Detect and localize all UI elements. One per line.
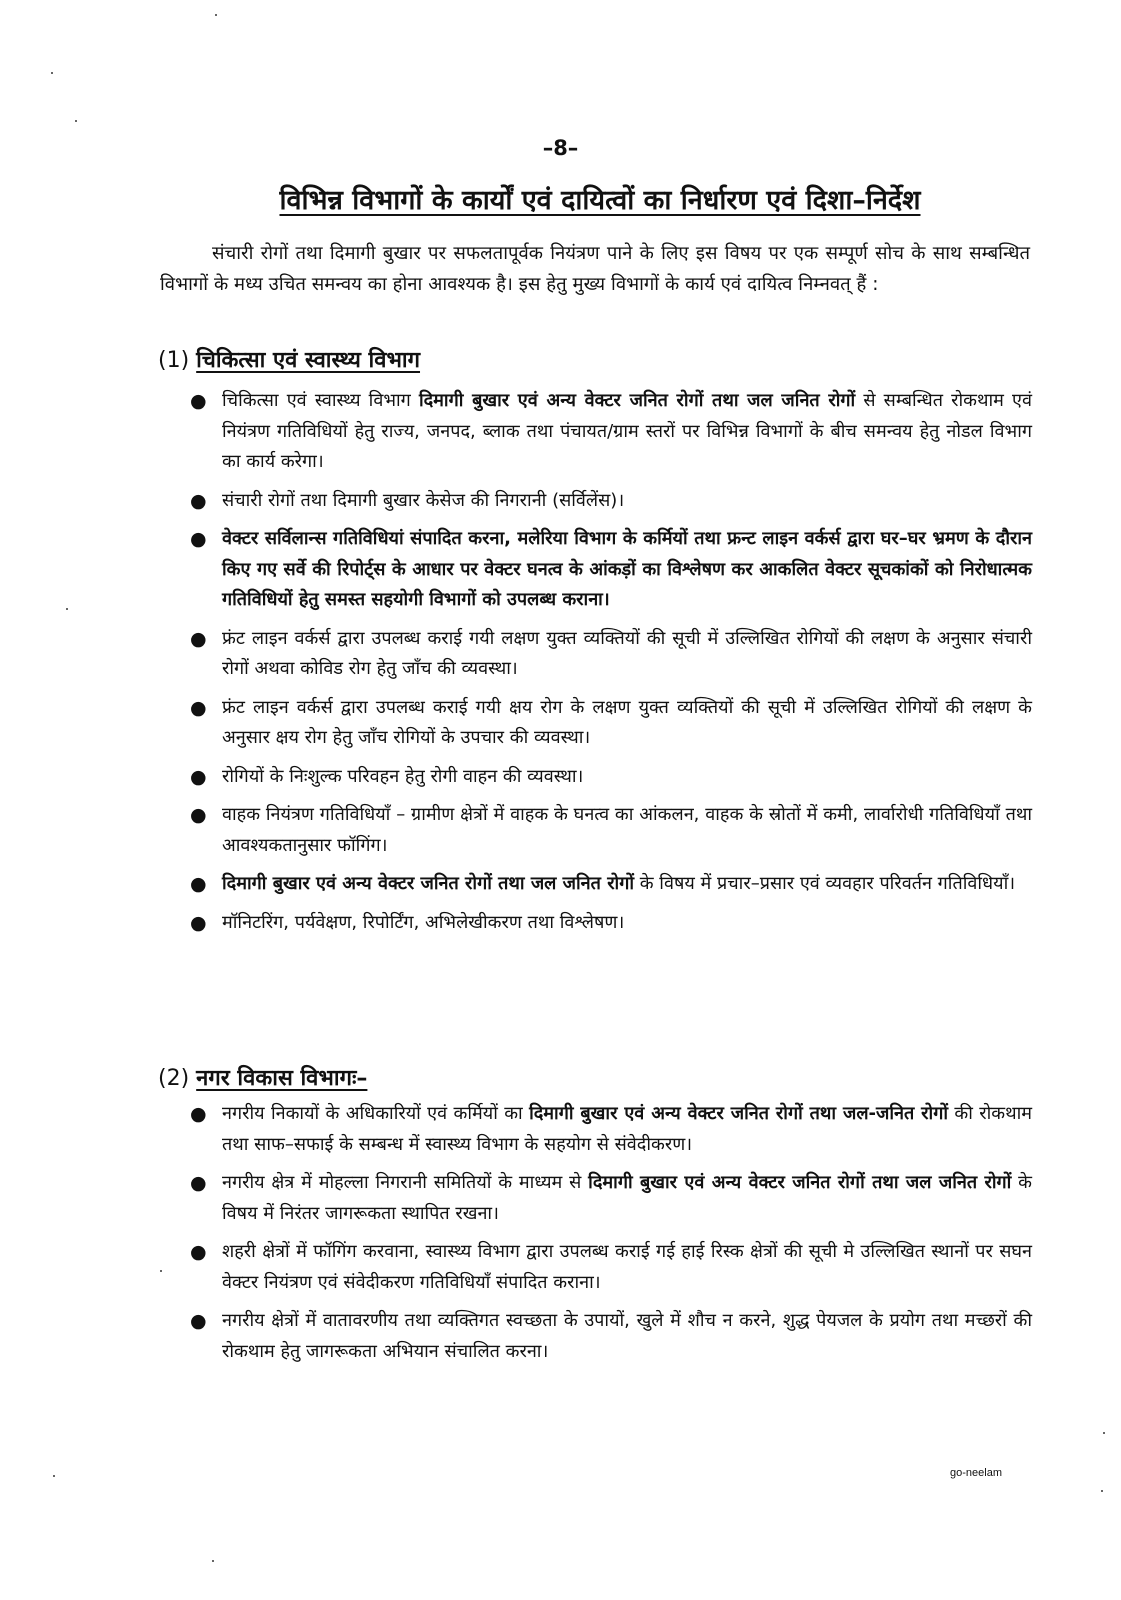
list-item — [190, 386, 1032, 478]
scan-speck — [160, 1270, 162, 1272]
list-item — [190, 1306, 1032, 1367]
scan-speck — [1103, 1432, 1105, 1434]
intro-paragraph: संचारी रोगों तथा दिमागी बुखार पर सफलतापूर्वक नियंत्रण पाने के लिए इस विषय पर एक सम्पूर्ण सोच के साथ सम्बन्धित विभागों के मध्य उचित समन्वय का होना आवश्यक है। इस हेतु मुख्य विभागों के कार्य एवं दायित्व निम्नवत् हैं : — [160, 243, 1030, 295]
scan-speck — [53, 1475, 55, 1477]
page-number: –8– — [542, 136, 579, 160]
bullet-icon: ● — [190, 1310, 207, 1332]
list-item — [190, 1237, 1032, 1298]
scan-speck — [75, 120, 77, 122]
footer-tag: go-neelam — [950, 1467, 1002, 1479]
list-item — [190, 908, 1032, 939]
list-item — [190, 1099, 1032, 1160]
urban-dept-duties-list — [190, 1099, 1032, 1375]
scan-speck — [66, 608, 68, 610]
section-number: (2) — [158, 1066, 190, 1091]
scan-speck — [51, 72, 53, 74]
section-heading-health — [158, 344, 420, 374]
item-bold-text: दिमागी बुखार एवं अन्य वेक्टर जनित रोगों तथा जल जनित रोगों — [588, 1172, 1012, 1193]
list-item — [190, 762, 1032, 793]
list-item — [190, 486, 1032, 517]
list-item — [190, 524, 1032, 616]
item-text: मॉनिटरिंग, पर्यवेक्षण, रिपोर्टिंग, अभिलेखीकरण तथा विश्लेषण। — [222, 911, 625, 933]
section-heading-urban-development — [158, 1062, 367, 1092]
item-text: के विषय में प्रचार–प्रसार एवं व्यवहार परिवर्तन गतिविधियाँ। — [634, 873, 1016, 894]
item-text: नगरीय क्षेत्र में मोहल्ला निगरानी समितियों के माध्यम से — [222, 1172, 589, 1193]
item-bold-text: दिमागी बुखार एवं अन्य वेक्टर जनित रोगों तथा जल जनित रोगों — [222, 873, 635, 894]
item-text: रोगियों के निःशुल्क परिवहन हेतु रोगी वाहन की व्यवस्था। — [222, 765, 584, 787]
scan-speck — [215, 14, 217, 16]
scan-speck — [1101, 1490, 1103, 1492]
bullet-icon: ● — [190, 390, 207, 412]
bullet-icon: ● — [190, 765, 207, 788]
item-text: चिकित्सा एवं स्वास्थ्य विभाग — [222, 390, 419, 411]
health-dept-duties-list — [190, 386, 1032, 946]
bullet-icon: ● — [190, 627, 207, 650]
item-text: शहरी क्षेत्रों में फॉगिंग करवाना, स्वास्थ्य विभाग द्वारा उपलब्ध कराई गई हाई रिस्क क्षेत्रों की सूची मे उल्लिखित स्थानों पर सघन वेक्टर नियंत्रण एवं संवेदीकरण गतिविधियाँ संपादित कराना। — [222, 1241, 1032, 1293]
list-item — [190, 693, 1032, 754]
item-text: फ्रंट लाइन वर्कर्स द्वारा उपलब्ध कराई गयी लक्षण युक्त व्यक्तियों की सूची में उल्लिखित रोगियों की लक्षण के अनुसार संचारी रोगों अथवा कोविड रोग हेतु जाँच की व्यवस्था। — [222, 627, 1032, 679]
section-title: नगर विकास विभागः– — [196, 1066, 368, 1091]
section-number: (1) — [158, 348, 190, 373]
item-text: से सम्बन्धित रोकथाम एवं नियंत्रण गतिविधियों हेतु राज्य, जनपद, ब्लाक तथा पंचायत/ग्राम स्तरों पर विभिन्न विभागों के बीच समन्वय हेतु नोडल विभाग का कार्य करेगा। — [222, 390, 1032, 472]
bullet-icon: ● — [190, 804, 207, 826]
bullet-icon: ● — [190, 1241, 207, 1263]
item-text: नगरीय क्षेत्रों में वातावरणीय तथा व्यक्तिगत स्वच्छता के उपायों, खुले में शौच न करने, शुद्ध पेयजल के प्रयोग तथा मच्छरों की रोकथाम हेतु जागरूकता अभियान संचालित करना। — [222, 1310, 1032, 1362]
bullet-icon: ● — [190, 528, 207, 550]
page-title: विभिन्न विभागों के कार्यों एवं दायित्वों का निर्धारण एवं दिशा–निर्देश — [279, 185, 921, 216]
item-text: संचारी रोगों तथा दिमागी बुखार केसेज की निगरानी (सर्विलेंस)। — [222, 489, 625, 511]
list-item — [190, 1168, 1032, 1229]
item-bold-text: दिमागी बुखार एवं अन्य वेक्टर जनित रोगों तथा जल जनित रोगों — [418, 390, 856, 411]
item-text: के विषय में निरंतर जागरूकता स्थापित रखना। — [222, 1172, 1032, 1224]
bullet-icon: ● — [190, 696, 207, 719]
item-text: नगरीय निकायों के अधिकारियों एवं कर्मियों का — [222, 1103, 530, 1124]
item-text: फ्रंट लाइन वर्कर्स द्वारा उपलब्ध कराई गयी क्षय रोग के लक्षण युक्त व्यक्तियों की सूची में उल्लिखित रोगियों की लक्षण के अनुसार क्षय रोग हेतु जाँच रोगियों के उपचार की व्यवस्था। — [222, 696, 1032, 748]
bullet-icon: ● — [190, 1172, 207, 1194]
list-item — [190, 624, 1032, 685]
item-text: की रोकथाम तथा साफ–सफाई के सम्बन्ध में स्वास्थ्य विभाग के सहयोग से संवेदीकरण। — [222, 1103, 1032, 1155]
list-item — [190, 869, 1032, 900]
section-title: चिकित्सा एवं स्वास्थ्य विभाग — [196, 348, 421, 373]
scan-speck — [212, 1560, 214, 1562]
bullet-icon: ● — [190, 1103, 207, 1125]
list-item — [190, 800, 1032, 861]
bullet-icon: ● — [190, 911, 207, 934]
bullet-icon: ● — [190, 873, 207, 895]
item-text: वाहक नियंत्रण गतिविधियाँ – ग्रामीण क्षेत्रों में वाहक के घनत्व का आंकलन, वाहक के स्रोतों में कमी, लार्वारोधी गतिविधियाँ तथा आवश्यकतानुसार फॉगिंग। — [222, 804, 1032, 856]
bullet-icon: ● — [190, 489, 207, 512]
item-bold-text: दिमागी बुखार एवं अन्य वेक्टर जनित रोगों तथा जल-जनित रोगों — [529, 1103, 949, 1124]
item-bold-text: वेक्टर सर्विलान्स गतिविधियां संपादित करना, मलेरिया विभाग के कर्मियों तथा फ्रन्ट लाइन वर्कर्स द्वारा घर–घर भ्रमण के दौरान किए गए सर्वे की रिपोर्ट्स के आधार पर वेक्टर घनत्व के आंकड़ों का विश्लेषण कर आकलित वेक्टर सूचकांकों को निरोधात्मक गतिविधियों हेतु समस्त सहयोगी विभागों को उपलब्ध कराना। — [222, 528, 1032, 610]
